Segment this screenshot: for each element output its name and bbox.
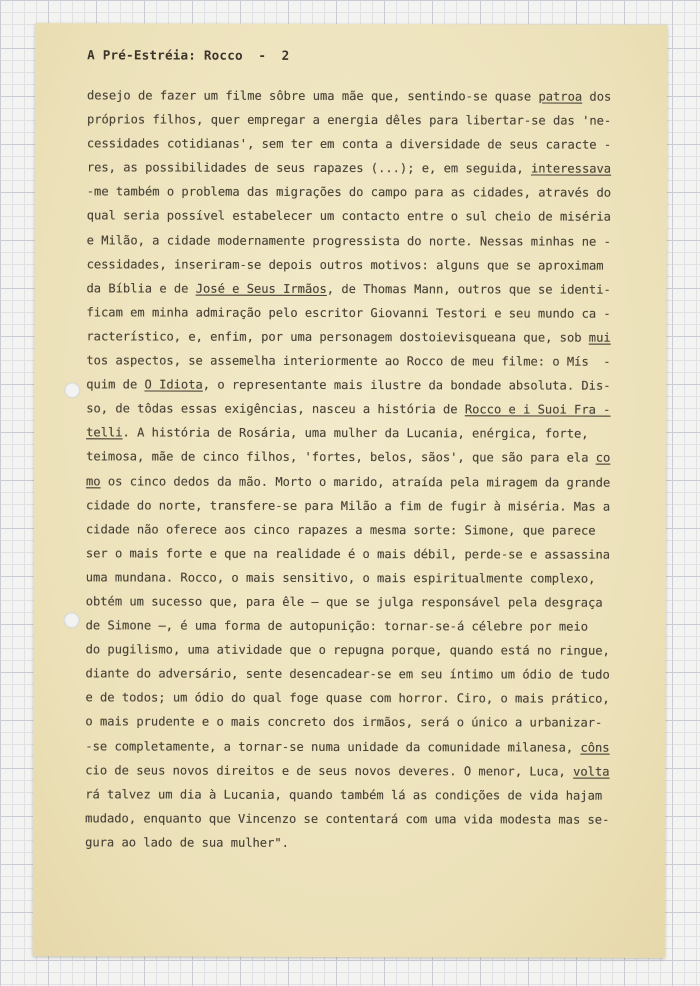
text-line: [85, 710, 655, 736]
text-line: [86, 493, 656, 519]
text-line: [85, 686, 655, 712]
line-text: . A história de Rosária, uma mulher da Lucania, enérgica, forte,: [122, 425, 589, 441]
line-text: cidade do norte, transfere-se para Milão a fim de fugir à miséria. Mas a: [85, 497, 611, 514]
text-line: [86, 348, 656, 374]
text-line: [87, 228, 657, 254]
typed-page: [33, 23, 667, 958]
underlined-text: interessava: [530, 161, 612, 176]
text-line: [85, 806, 655, 832]
line-text: res, as possibilidades de seus rapazes (...); e, em seguida,: [86, 160, 532, 176]
text-line: [86, 276, 656, 302]
line-text: cessidades, inseriram-se depois outros motivos: alguns que se aproximam: [86, 256, 604, 273]
underlined-text: O Idiota: [144, 377, 203, 392]
line-text: ser o mais forte e que na realidade é o mais débil, perde-se e assassina: [85, 546, 611, 562]
text-line: [86, 397, 656, 423]
line-text: -me também o problema das migrações do campo para as cidades, através do: [86, 184, 612, 201]
text-line: [86, 324, 656, 350]
line-text: ficam em minha admiração pelo escritor Giovanni Testori e seu mundo ca -: [86, 305, 611, 321]
text-line: [86, 613, 656, 639]
line-text: do pugilismo, uma atividade que o repugna porque, quando está no ringue,: [85, 642, 610, 658]
line-text: mudado, enquanto que Vincenzo se contentará com uma vida modesta mas se-: [85, 811, 610, 827]
line-text: so, de tôdas essas exigências, nasceu a história de: [86, 401, 465, 417]
line-text: desejo de fazer um filme sôbre uma mãe que, sentindo-se quase: [87, 88, 539, 104]
underlined-text: volta: [573, 764, 610, 779]
text-line: [86, 421, 656, 447]
text-line: [86, 565, 656, 591]
line-text: , o representante mais ilustre da bondade absoluta. Dis-: [202, 377, 611, 393]
line-text: rá talvez um dia à Lucania, quando também lá as condições de vida hajam: [85, 787, 603, 803]
line-text: o mais prudente e o mais concreto dos irmãos, será o único a urbanizar-: [85, 714, 603, 731]
text-line: [86, 445, 656, 471]
text-line: [87, 204, 657, 230]
line-text: cessidades cotidianas', sem ter em conta a diversidade de seus caracte -: [86, 136, 612, 152]
text-line: [85, 734, 655, 760]
line-text: obtém um sucesso que, para êle — que se julga responsável pela desgraça: [85, 594, 603, 610]
underlined-text: mui: [588, 330, 611, 345]
text-line: [86, 517, 656, 543]
line-text: da Bíblia e de: [86, 281, 196, 296]
text-line: [85, 830, 655, 856]
line-text: quim de: [86, 377, 145, 392]
text-line: [87, 156, 657, 182]
line-text: racterístico, e, enfim, por uma personagem dostoievisqueana que, sob: [86, 329, 589, 345]
line-text: diante do adversário, sente desencadear-se em seu íntimo um ódio de tudo: [85, 666, 610, 682]
text-line: [85, 758, 655, 784]
text-line: [86, 300, 656, 326]
text-line: [86, 469, 656, 495]
text-line: [87, 107, 657, 133]
text-line: [87, 180, 657, 206]
line-text: próprios filhos, quer empregar a energia dêles para libertar-se das 'ne-: [86, 112, 612, 128]
line-text: e de todos; um ódio do qual foge quase com horror. Ciro, o mais prático,: [85, 690, 610, 707]
line-text: teimosa, mãe de cinco filhos, 'fortes, belos, sãos', que são para ela: [86, 449, 596, 466]
text-line: [85, 782, 655, 808]
underlined-text: José e Seus Irmãos: [195, 281, 327, 296]
text-line: [86, 541, 656, 567]
line-text: dos: [582, 89, 612, 104]
text-line: [86, 637, 656, 663]
underlined-text: Rocco e i Suoi Fra -: [464, 402, 611, 417]
line-text: -se completamente, a tornar-se numa unidade da comunidade milanesa,: [85, 738, 581, 755]
body-text: [85, 83, 657, 855]
line-text: tos aspectos, se assemelha interiormente ao Rocco de meu filme: o Mís -: [86, 353, 611, 369]
text-line: [86, 589, 656, 615]
line-text: cidade não oferece aos cinco rapazes a mesma sorte: Simone, que parece: [85, 521, 596, 538]
punch-hole-top: [64, 382, 80, 398]
text-line: [87, 131, 657, 157]
underlined-text: mo: [86, 473, 101, 488]
underlined-text: co: [595, 451, 611, 466]
page-header: A Pré-Estréia: Rocco - 2: [87, 47, 290, 63]
line-text: cio de seus novos direitos e de seus novos deveres. O menor, Luca,: [85, 762, 574, 779]
line-text: e Milão, a cidade modernamente progressista do norte. Nessas minhas ne -: [86, 232, 611, 249]
underlined-text: telli: [86, 425, 123, 440]
line-text: de Simone —, é uma forma de autopunição: tornar-se-á célebre por meio: [85, 618, 589, 634]
text-line: [87, 252, 657, 278]
line-text: qual seria possível estabelecer um contacto entre o sul cheio de miséria: [86, 208, 611, 225]
text-line: [85, 662, 655, 688]
text-line: [86, 372, 656, 398]
line-text: uma mundana. Rocco, o mais sensitivo, o mais espiritualmente complexo,: [85, 570, 596, 586]
text-line: [87, 83, 657, 109]
line-text: os cinco dedos da mão. Morto o marido, atraída pela miragem da grande: [100, 473, 611, 490]
line-text: , de Thomas Mann, outros que se identi-: [326, 281, 611, 297]
underlined-text: côns: [580, 740, 610, 755]
punch-hole-bottom: [64, 612, 80, 628]
underlined-text: patroa: [538, 89, 583, 104]
line-text: gura ao lado de sua mulher".: [85, 835, 289, 850]
